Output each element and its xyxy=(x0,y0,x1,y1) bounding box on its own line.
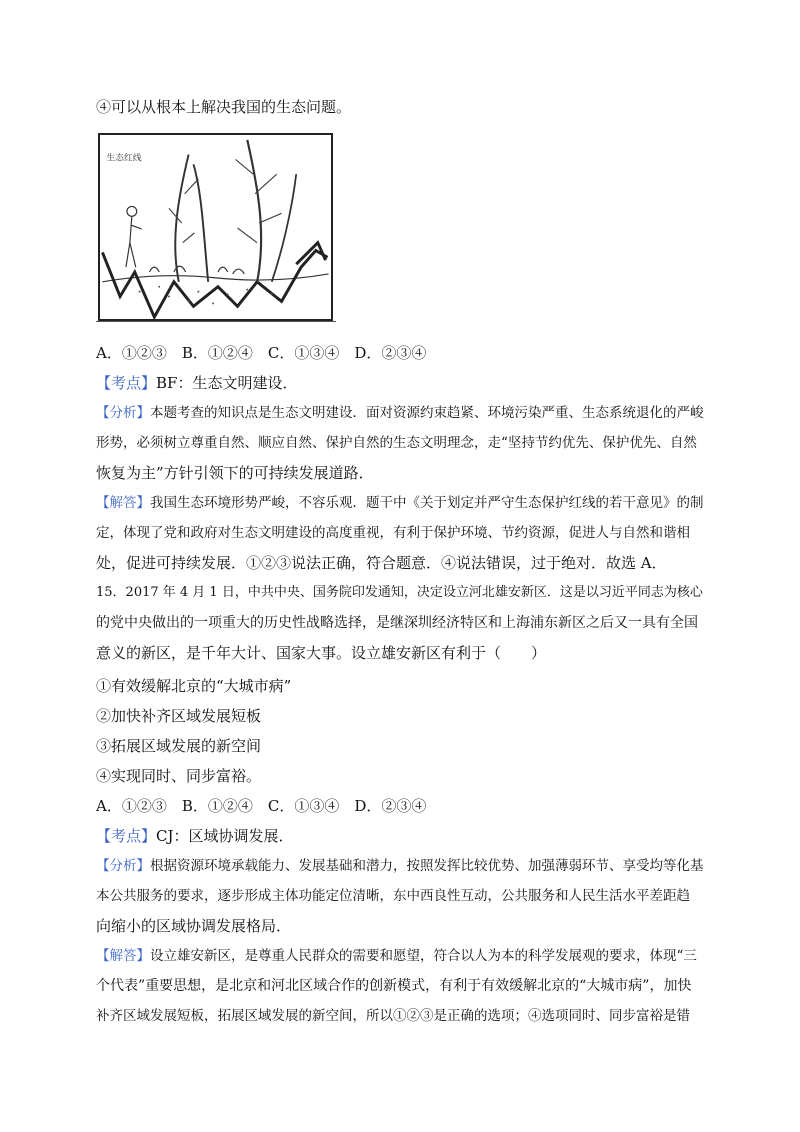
figure-baseline xyxy=(96,321,336,322)
q15-kaodian xyxy=(96,826,708,846)
q15-fenxi-line-2: 本公共服务的要求，逐步形成主体功能定位清晰，东中西良性互动，公共服务和人民生活水平差距趋 xyxy=(96,888,690,904)
q14-jieda-line-3: 处，促进可持续发展．①②③说法正确，符合题意．④说法错误，过于绝对．故选 A． xyxy=(96,554,667,572)
q15-item-3: ③拓展区域发展的新空间 xyxy=(96,737,262,755)
q15-jieda-line-2: 个代表”重要思想，是北京和河北区域合作的创新模式，有利于有效缓解北京的“大城市病”，加快 xyxy=(96,978,692,994)
q14-kaodian xyxy=(96,373,708,393)
q14-jieda-line-2: 定，体现了党和政府对生态文明建设的高度重视，有利于保护环境、节约资源，促进人与自然和谐相 xyxy=(96,525,690,541)
jieda-text: 设立雄安新区，是尊重人民群众的需要和愿望，符合以人为本的科学发展观的要求，体现“三 xyxy=(150,948,697,964)
fenxi-tag: 【分析】 xyxy=(96,858,150,874)
jieda-tag: 【解答】 xyxy=(96,948,150,964)
q14-fenxi-line-3: 恢复为主”方针引领下的可持续发展道路． xyxy=(96,464,374,482)
q15-jieda-line-3: 补齐区域发展短板，拓展区域发展的新空间，所以①②③是正确的选项；④选项同时、同步富裕是错 xyxy=(96,1008,690,1024)
jieda-tag: 【解答】 xyxy=(96,495,150,511)
kaodian-text: BF：生态文明建设． xyxy=(156,374,298,392)
fenxi-text: 根据资源环境承载能力、发展基础和潜力，按照发挥比较优势、加强薄弱环节、享受均等化基 xyxy=(150,858,704,874)
q14-fenxi-line-1 xyxy=(96,403,708,423)
q14-item-4: ④可以从根本上解决我国的生态问题。 xyxy=(96,98,352,116)
cartoon-drawing xyxy=(100,135,331,319)
q15-item-4: ④实现同时、同步富裕。 xyxy=(96,767,262,785)
kaodian-tag: 【考点】 xyxy=(96,827,157,845)
jieda-text: 我国生态环境形势严峻，不容乐观．题干中《关于划定并严守生态保护红线的若干意见》的制 xyxy=(150,495,704,511)
fenxi-text: 本题考查的知识点是生态文明建设．面对资源约束趋紧、环境污染严重、生态系统退化的严峻 xyxy=(150,405,704,421)
q14-options: A．①②③ B．①②④ C．①③④ D．②③④ xyxy=(96,344,427,362)
q14-jieda-line-1 xyxy=(96,493,708,513)
q15-jieda-line-1 xyxy=(96,946,708,966)
q15-stem-line-1: 15．2017 年 4 月 1 日，中共中央、国务院印发通知，决定设立河北雄安新区．这是以习近平同志为核心 xyxy=(96,585,703,600)
q15-options: A．①②③ B．①②④ C．①③④ D．②③④ xyxy=(96,797,427,815)
ecological-redline-cartoon xyxy=(98,133,333,321)
q15-item-2: ②加快补齐区域发展短板 xyxy=(96,707,262,725)
q15-fenxi-line-1 xyxy=(96,856,708,876)
q15-fenxi-line-3: 向缩小的区域协调发展格局． xyxy=(96,917,292,935)
q14-fenxi-line-2: 形势，必须树立尊重自然、顺应自然、保护自然的生态文明理念，走“坚持节约优先、保护优先、自然 xyxy=(96,435,697,451)
fenxi-tag: 【分析】 xyxy=(96,405,150,421)
kaodian-text: CJ：区域协调发展． xyxy=(156,827,294,845)
q15-item-1: ①有效缓解北京的“大城市病” xyxy=(96,677,292,695)
cartoon-caption: 生态红线 xyxy=(106,153,142,164)
kaodian-tag: 【考点】 xyxy=(96,374,157,392)
q15-stem-line-3: 意义的新区，是千年大计、国家大事。设立雄安新区有利于（ ） xyxy=(96,644,547,662)
q15-stem-line-2: 的党中央做出的一项重大的历史性战略选择，是继深圳经济特区和上海浦东新区之后又一具有全国 xyxy=(96,615,698,631)
